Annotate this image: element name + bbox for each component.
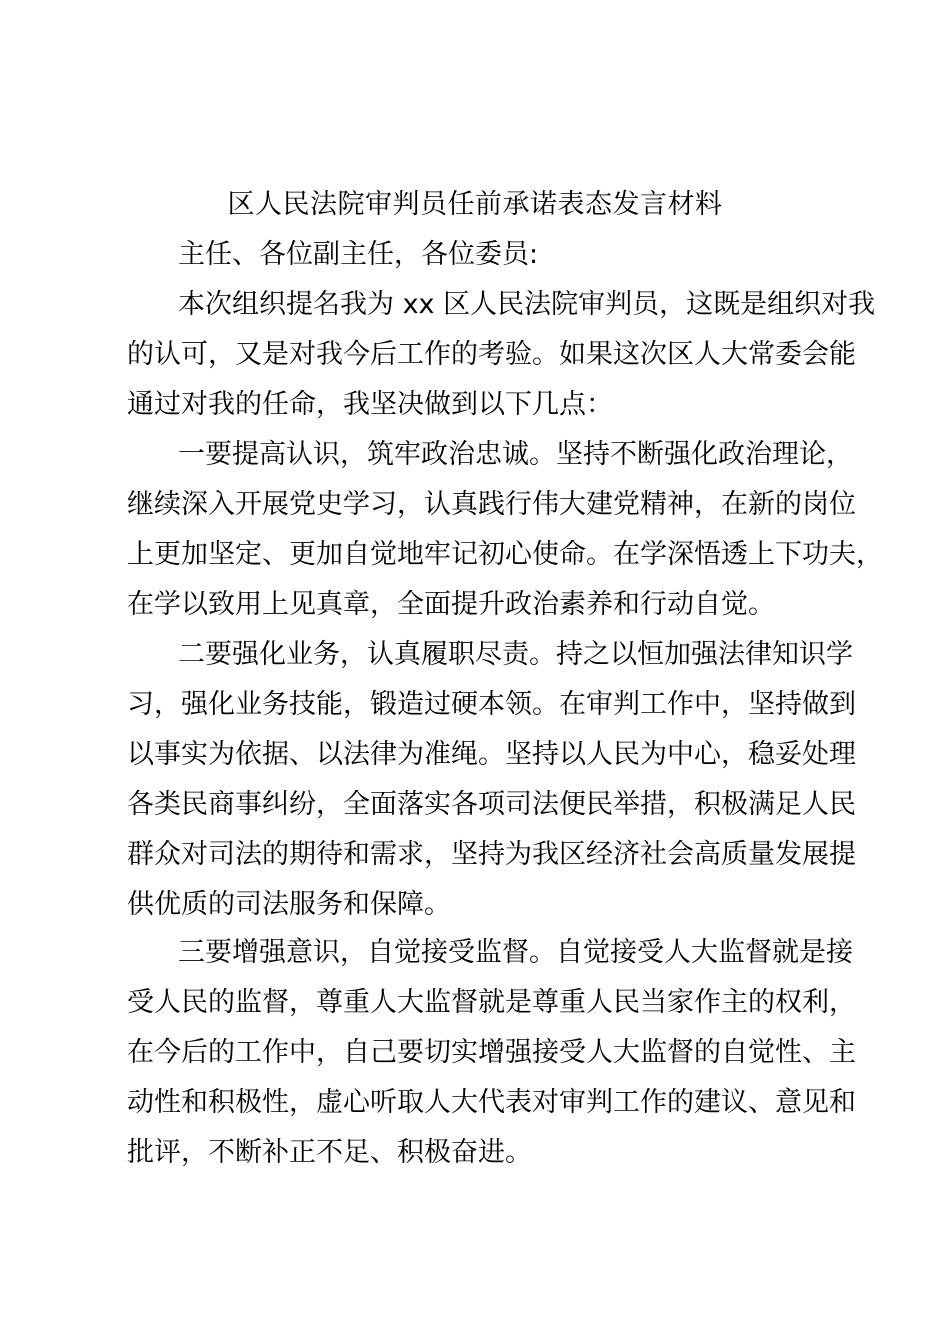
paragraph-3-line-4: 各类民商事纠纷，全面落实各项司法便民举措，积极满足人民 bbox=[127, 789, 856, 820]
paragraph-3-line-1: 二要强化业务，认真履职尽责。持之以恒加强法律知识学 bbox=[178, 639, 853, 670]
paragraph-4-line-4: 动性和积极性，虚心听取人大代表对审判工作的建议、意见和 bbox=[127, 1087, 856, 1118]
paragraph-3-line-5: 群众对司法的期待和需求，坚持为我区经济社会高质量发展提 bbox=[127, 839, 856, 870]
paragraph-2-line-1: 一要提高认识，筑牢政治忠诚。坚持不断强化政治理论， bbox=[178, 439, 853, 470]
paragraph-3-line-2: 习，强化业务技能，锻造过硬本领。在审判工作中，坚持做到 bbox=[127, 689, 856, 720]
paragraph-1-line-3: 通过对我的任命，我坚决做到以下几点： bbox=[127, 389, 613, 420]
salutation-line: 主任、各位副主任，各位委员: bbox=[178, 239, 539, 270]
paragraph-4-line-1: 三要增强意识，自觉接受监督。自觉接受人大监督就是接 bbox=[178, 937, 853, 968]
paragraph-2-line-2: 继续深入开展党史学习，认真践行伟大建党精神，在新的岗位 bbox=[127, 489, 856, 520]
paragraph-2-line-3: 上更加坚定、更加自觉地牢记初心使命。在学深悟透上下功夫， bbox=[127, 539, 883, 570]
paragraph-2-line-4: 在学以致用上见真章，全面提升政治素养和行动自觉。 bbox=[127, 589, 775, 620]
paragraph-4-line-2: 受人民的监督，尊重人大监督就是尊重人民当家作主的权利， bbox=[127, 987, 856, 1018]
paragraph-4-line-3: 在今后的工作中，自己要切实增强接受人大监督的自觉性、主 bbox=[127, 1037, 856, 1068]
paragraph-3-line-6: 供优质的司法服务和保障。 bbox=[127, 889, 451, 920]
paragraph-1-line-1: 本次组织提名我为 xx 区人民法院审判员，这既是组织对我 bbox=[178, 289, 876, 320]
document-title: 区人民法院审判员任前承诺表态发言材料 bbox=[227, 189, 723, 220]
paragraph-3-line-3: 以事实为依据、以法律为准绳。坚持以人民为中心，稳妥处理 bbox=[127, 739, 856, 770]
paragraph-4-line-5: 批评，不断补正不足、积极奋进。 bbox=[127, 1137, 532, 1168]
paragraph-1-line-2: 的认可，又是对我今后工作的考验。如果这次区人大常委会能 bbox=[127, 339, 856, 370]
